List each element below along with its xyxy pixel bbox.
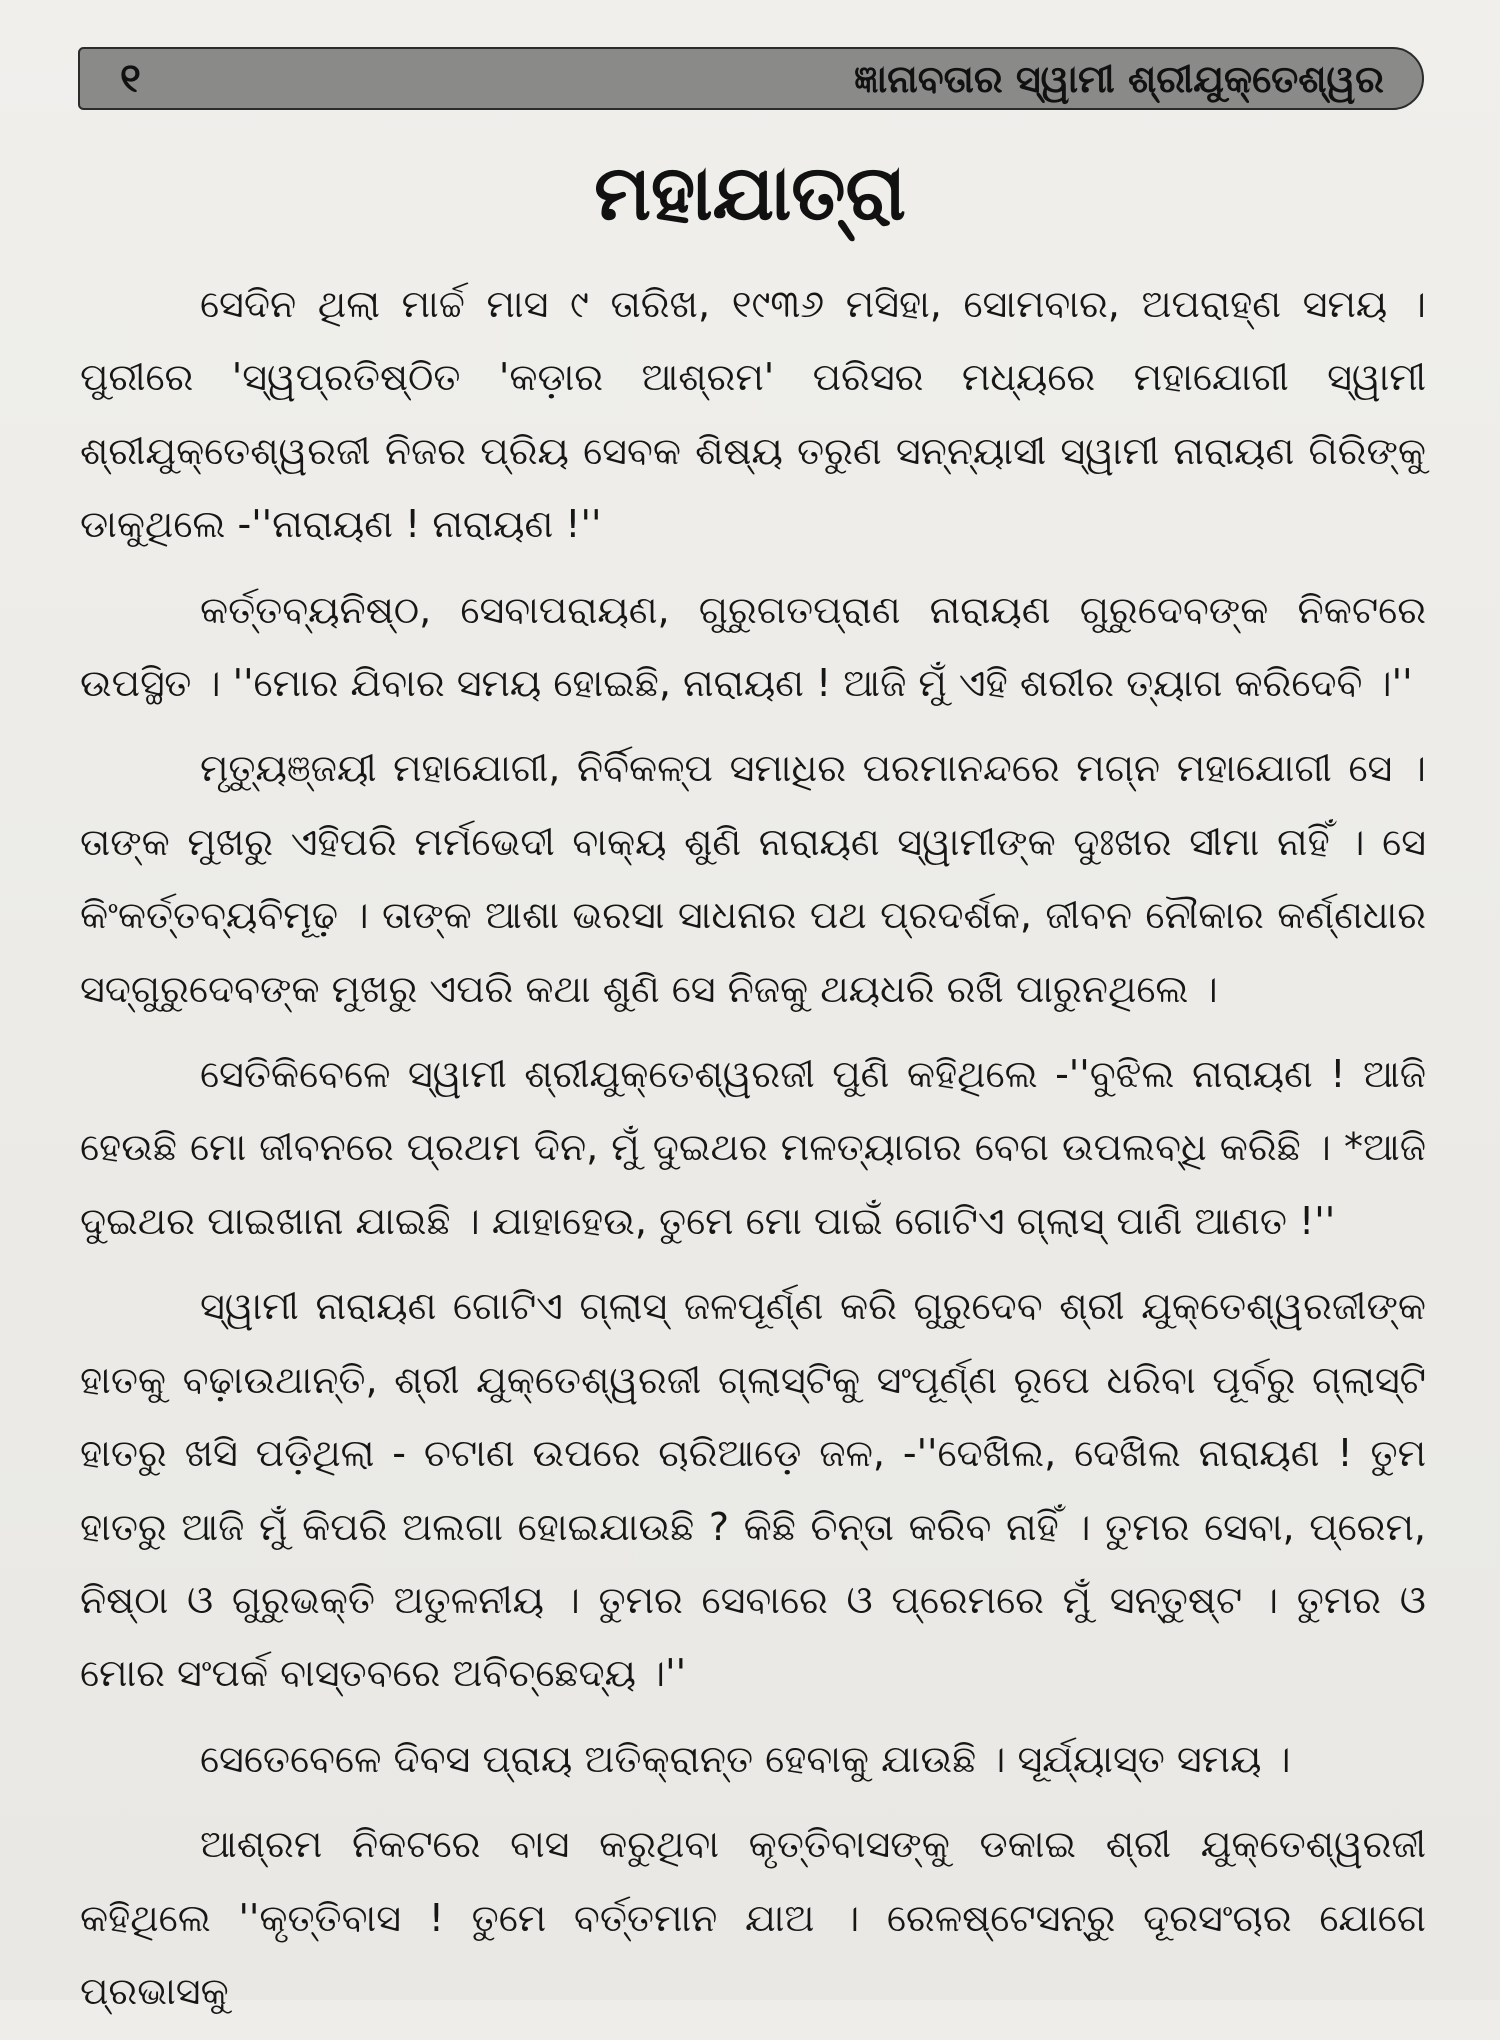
paragraph: ମୃତ୍ୟୁଞ୍ଜୟୀ ମହାଯୋଗୀ, ନିର୍ବିକଳ୍ପ ସମାଧିର ପରମାନନ୍ଦରେ ମଗ୍ନ ମହାଯୋଗୀ ସେ । ତାଙ୍କ ମୁଖରୁ ଏହିପରି ମର୍ମଭେଦୀ ବାକ୍ୟ ଶୁଣି ନାରାୟଣ ସ୍ୱାମୀଙ୍କ ଦୁଃଖର ସୀମା ନାହିଁ । ସେ କିଂକର୍ତ୍ତବ୍ୟବିମୂଢ଼ । ତାଙ୍କ ଆଶା ଭରସା ସାଧନାର ପଥ ପ୍ରଦର୍ଶକ, ଜୀବନ ନୌକାର କର୍ଣ୍ଣଧାର ସଦ୍‌ଗୁରୁଦେବଙ୍କ ମୁଖରୁ ଏପରି କଥା ଶୁଣି ସେ ନିଜକୁ ଥୟଧରି ରଖି ପାରୁନଥିଲେ । [80, 746, 1426, 1011]
paragraph: ସେତେବେଳେ ଦିବସ ପ୍ରାୟ ଅତିକ୍ରାନ୍ତ ହେବାକୁ ଯାଉଛି । ସୂର୍ଯ୍ୟାସ୍ତ ସମୟ । [200, 1736, 1291, 1781]
chapter-title: ମହାଯାତ୍ରା [594, 148, 906, 237]
paragraph: ସେଦିନ ଥିଲା ମାର୍ଚ୍ଚ ମାସ ୯ ତାରିଖ, ୧୯୩୬ ମସିହା, ସୋମବାର, ଅପରାହ୍ଣ ସମୟ । ପୁରୀରେ 'ସ୍ୱପ୍ରତିଷ୍ଠିତ 'କଡ଼ାର ଆଶ୍ରମ' ପରିସର ମଧ୍ୟରେ ମହାଯୋଗୀ ସ୍ୱାମୀ ଶ୍ରୀଯୁକ୍ତେଶ୍ୱରଜୀ ନିଜର ପ୍ରିୟ ସେବକ ଶିଷ୍ୟ ତରୁଣ ସନ୍ନ୍ୟାସୀ ସ୍ୱାମୀ ନାରାୟଣ ଗିରିଙ୍କୁ ଡାକୁଥିଲେ -''ନାରାୟଣ ! ନାରାୟଣ !'' [80, 282, 1426, 547]
page-number: ୧ [120, 56, 141, 102]
paragraph: ସ୍ୱାମୀ ନାରାୟଣ ଗୋଟିଏ ଗ୍ଲାସ୍ ଜଳପୂର୍ଣ୍ଣ କରି ଗୁରୁଦେବ ଶ୍ରୀ ଯୁକ୍ତେଶ୍ୱରଜୀଙ୍କ ହାତକୁ ବଢ଼ାଉଥାନ୍ତି, ଶ୍ରୀ ଯୁକ୍ତେଶ୍ୱରଜୀ ଗ୍ଲାସ୍‌ଟିକୁ ସଂପୂର୍ଣ୍ଣ ରୂପେ ଧରିବା ପୂର୍ବରୁ ଗ୍ଲାସ୍‌ଟି ହାତରୁ ଖସି ପଡ଼ିଥିଲା - ଚଟାଣ ଉପରେ ଚାରିଆଡ଼େ ଜଳ, -''ଦେଖିଲ, ଦେଖିଲ ନାରାୟଣ ! ତୁମ ହାତରୁ ଆଜି ମୁଁ କିପରି ଅଲଗା ହୋଇଯାଉଛି ? କିଛି ଚିନ୍ତା କରିବ ନାହିଁ । ତୁମର ସେବା, ପ୍ରେମ, ନିଷ୍ଠା ଓ ଗୁରୁଭକ୍ତି ଅତୁଳନୀୟ । ତୁମର ସେବାରେ ଓ ପ୍ରେମରେ ମୁଁ ସନ୍ତୁଷ୍ଟ । ତୁମର ଓ ମୋର ସଂପର୍କ ବାସ୍ତବରେ ଅବିଚ୍ଛେଦ୍ୟ ।'' [80, 1284, 1426, 1696]
body-text [80, 268, 1426, 2040]
running-title: ଜ୍ଞାନାବତାର ସ୍ୱାମୀ ଶ୍ରୀଯୁକ୍ତେଶ୍ୱର [854, 57, 1384, 101]
running-header [78, 47, 1424, 110]
paragraph: ଆଶ୍ରମ ନିକଟରେ ବାସ କରୁଥିବା କୃତ୍ତିବାସଙ୍କୁ ଡକାଇ ଶ୍ରୀ ଯୁକ୍ତେଶ୍ୱରଜୀ କହିଥିଲେ ''କୃତ୍ତିବାସ ! ତୁମେ ବର୍ତ୍ତମାନ ଯାଅ । ରେଳଷ୍ଟେସନ୍‌ରୁ ଦୂରସଂଚାର ଯୋଗେ ପ୍ରଭାସକୁ [80, 1822, 1426, 2013]
paragraph: କର୍ତ୍ତବ୍ୟନିଷ୍ଠ, ସେବାପରାୟଣ, ଗୁରୁଗତପ୍ରାଣ ନାରାୟଣ ଗୁରୁଦେବଙ୍କ ନିକଟରେ ଉପସ୍ଥିତ । ''ମୋର ଯିବାର ସମୟ ହୋଇଛି, ନାରାୟଣ ! ଆଜି ମୁଁ ଏହି ଶରୀର ତ୍ୟାଗ କରିଦେବି ।'' [80, 587, 1426, 706]
paragraph: ସେତିକିବେଳେ ସ୍ୱାମୀ ଶ୍ରୀଯୁକ୍ତେଶ୍ୱରଜୀ ପୁଣି କହିଥିଲେ -''ବୁଝିଲ ନାରାୟଣ ! ଆଜି ହେଉଛି ମୋ ଜୀବନରେ ପ୍ରଥମ ଦିନ, ମୁଁ ଦୁଇଥର ମଳତ୍ୟାଗର ବେଗ ଉପଲବ୍ଧି କରିଛି । *ଆଜି ଦୁଇଥର ପାଇଖାନା ଯାଇଛି । ଯାହାହେଉ, ତୁମେ ମୋ ପାଇଁ ଗୋଟିଏ ଗ୍ଲାସ୍ ପାଣି ଆଣତ !'' [80, 1052, 1426, 1243]
